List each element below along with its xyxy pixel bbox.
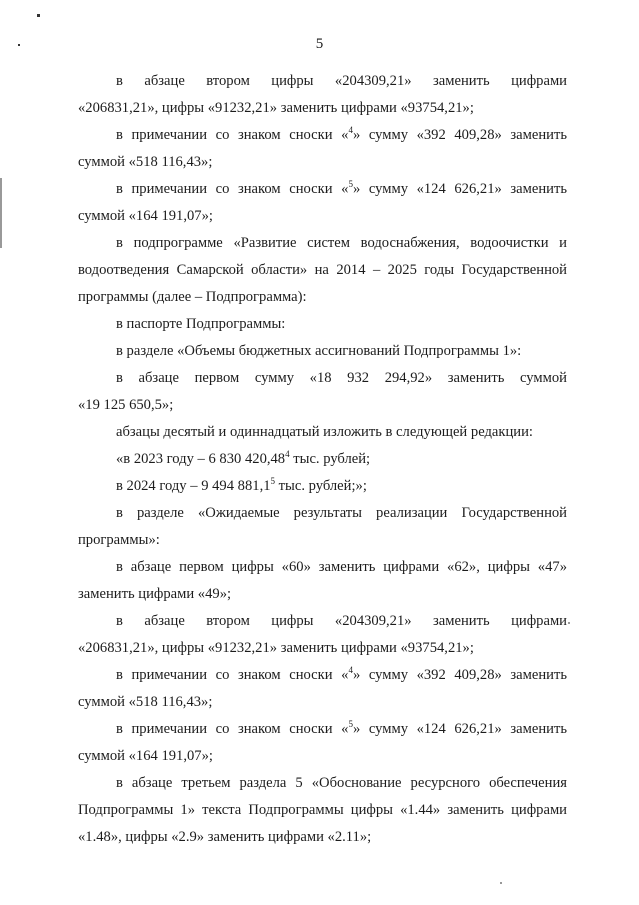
paragraph-line (78, 827, 567, 847)
scan-mark (0, 178, 2, 248)
scan-mark (37, 14, 40, 17)
line-text: «206831,21», цифры «91232,21» заменить цифрами «93754,21»; (78, 100, 474, 116)
paragraph-line (78, 746, 567, 766)
line-text: суммой «164 191,07»; (78, 748, 213, 764)
footnote-mark: 5 (348, 179, 353, 189)
line-text: в примечании со знаком сноски «$^4$» сумму «392 409,28» заменить (116, 125, 567, 143)
line-text: в подпрограмме «Развитие систем водоснабжения, водоочистки и (116, 235, 567, 251)
line-text: в паспорте Подпрограммы: (116, 316, 286, 332)
footnote-mark: 4 (285, 449, 290, 459)
paragraph-line (78, 692, 567, 712)
scan-speck (568, 622, 570, 624)
line-text: в разделе «Объемы бюджетных ассигнований Подпрограммы 1»: (116, 343, 522, 359)
scan-speck (500, 882, 502, 884)
paragraph-line (78, 476, 567, 496)
paragraph-line (78, 503, 567, 523)
line-text: в примечании со знаком сноски «$^5$» сумму «124 626,21» заменить (116, 719, 567, 737)
paragraph-line (78, 368, 567, 388)
footnote-mark: 5 (348, 719, 353, 729)
paragraph-line (78, 152, 567, 172)
paragraph-line (78, 422, 567, 442)
line-text: в абзаце первом сумму «18 932 294,92» заменить суммой (116, 370, 567, 386)
paragraph-line (78, 530, 567, 550)
paragraph-line (78, 71, 567, 91)
paragraph-line (78, 260, 567, 280)
line-text: суммой «518 116,43»; (78, 694, 213, 710)
line-text: в абзаце первом цифры «60» заменить цифрами «62», цифры «47» (116, 559, 567, 575)
paragraph-line (78, 233, 567, 253)
paragraph-line (78, 665, 567, 685)
line-text: абзацы десятый и одиннадцатый изложить в следующей редакции: (116, 424, 533, 440)
line-text: в 2024 году – 9 494 881,1$^5$ тыс. рублей;»; (116, 476, 367, 494)
footnote-mark: 5 (270, 476, 276, 486)
paragraph-line (78, 395, 567, 415)
line-text: в абзаце втором цифры «204309,21» заменить цифрами (116, 613, 567, 629)
line-text: в разделе «Ожидаемые результаты реализации Государственной (116, 505, 567, 521)
line-text: «1.48», цифры «2.9» заменить цифрами «2.11»; (78, 829, 372, 845)
line-text: суммой «164 191,07»; (78, 208, 213, 224)
line-text: программы (далее – Подпрограмма): (78, 289, 307, 305)
line-text: водоотведения Самарской области» на 2014 – 2025 годы Государственной (78, 262, 567, 278)
paragraph-line (78, 179, 567, 199)
line-text: в абзаце втором цифры «204309,21» заменить цифрами (116, 73, 567, 89)
paragraph-line (78, 638, 567, 658)
paragraph-line (78, 584, 567, 604)
line-text: в примечании со знаком сноски «$^5$» сумму «124 626,21» заменить (116, 179, 567, 197)
paragraph-line (78, 773, 567, 793)
footnote-mark: 4 (348, 665, 353, 675)
line-text: «в 2023 году – 6 830 420,48$^4$ тыс. рублей; (116, 449, 371, 467)
line-text: в абзаце третьем раздела 5 «Обоснование ресурсного обеспечения (116, 775, 567, 791)
footnote-mark: 4 (348, 125, 353, 135)
paragraph-line (78, 341, 567, 361)
paragraph-line (78, 287, 567, 307)
paragraph-line (78, 719, 567, 739)
paragraph-line (78, 98, 567, 118)
paragraph-line (78, 206, 567, 226)
line-text: «206831,21», цифры «91232,21» заменить цифрами «93754,21»; (78, 640, 474, 656)
paragraph-line (78, 557, 567, 577)
paragraph-line (78, 125, 567, 145)
paragraph-line (78, 611, 567, 631)
paragraph-line (78, 800, 567, 820)
page-number: 5 (315, 36, 324, 52)
line-text: в примечании со знаком сноски «$^4$» сумму «392 409,28» заменить (116, 665, 567, 683)
line-text: программы»: (78, 532, 160, 548)
line-text: Подпрограммы 1» текста Подпрограммы цифры «1.44» заменить цифрами (78, 802, 567, 818)
line-text: суммой «518 116,43»; (78, 154, 213, 170)
paragraph-line (78, 449, 567, 469)
paragraph-line (78, 314, 567, 334)
line-text: заменить цифрами «49»; (78, 586, 232, 602)
line-text: «19 125 650,5»; (78, 397, 174, 413)
